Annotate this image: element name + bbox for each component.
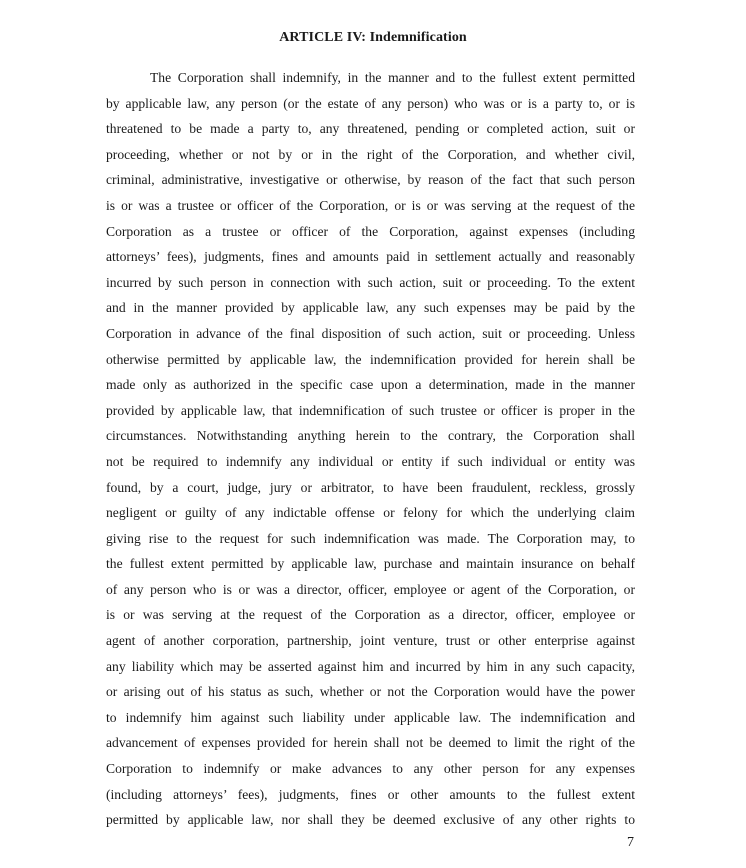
- body-line: proceeding, whether or not by or in the right of the Corporation, and whether civil,: [106, 146, 635, 162]
- body-line: made only as authorized in the specific case upon a determination, made in the manner: [106, 377, 635, 393]
- body-line: and in the manner provided by applicable law, any such expenses may be paid by the: [106, 300, 635, 316]
- body-line: Corporation to indemnify or make advances to any other person for any expenses: [106, 761, 635, 777]
- body-line: by applicable law, any person (or the estate of any person) who was or is a party to, or is: [106, 95, 635, 111]
- body-line: attorneys’ fees), judgments, fines and amounts paid in settlement actually and reasonably: [106, 249, 635, 265]
- body-line: incurred by such person in connection with such action, suit or proceeding. To the extent: [106, 274, 635, 290]
- page-number: 7: [627, 835, 634, 850]
- body-line: advancement of expenses provided for herein shall not be deemed to limit the right of the: [106, 735, 635, 751]
- body-line: found, by a court, judge, jury or arbitrator, to have been fraudulent, reckless, grossly: [106, 479, 635, 495]
- body-line: negligent or guilty of any indictable offense or felony for which the underlying claim: [106, 505, 635, 521]
- body-line: Corporation as a trustee or officer of the Corporation, against expenses (including: [106, 223, 635, 239]
- body-line: circumstances. Notwithstanding anything herein to the contrary, the Corporation shall: [106, 428, 635, 444]
- body-line: giving rise to the request for such indemnification was made. The Corporation may, to: [106, 530, 635, 546]
- body-line: the fullest extent permitted by applicable law, purchase and maintain insurance on behalf: [106, 556, 635, 572]
- body-line: is or was serving at the request of the Corporation as a director, officer, employee or: [106, 607, 635, 623]
- body-line: permitted by applicable law, nor shall they be deemed exclusive of any other rights to: [106, 812, 635, 828]
- body-line: provided by applicable law, that indemnification of such trustee or officer is proper in the: [106, 402, 635, 418]
- body-line: of any person who is or was a director, officer, employee or agent of the Corporation, or: [106, 581, 635, 597]
- article-body: [106, 68, 635, 836]
- body-line: Corporation in advance of the final disposition of such action, suit or proceeding. Unless: [106, 325, 635, 341]
- body-line: otherwise permitted by applicable law, the indemnification provided for herein shall be: [106, 351, 635, 367]
- body-line: The Corporation shall indemnify, in the manner and to the fullest extent permitted: [150, 70, 635, 85]
- body-line: criminal, administrative, investigative or otherwise, by reason of the fact that such person: [106, 172, 635, 188]
- body-line: not be required to indemnify any individual or entity if such individual or entity was: [106, 453, 635, 469]
- body-line: or arising out of his status as such, whether or not the Corporation would have the power: [106, 684, 635, 700]
- body-line: threatened to be made a party to, any threatened, pending or completed action, suit or: [106, 121, 635, 137]
- body-line: agent of another corporation, partnership, joint venture, trust or other enterprise against: [106, 633, 635, 649]
- body-line: any liability which may be asserted against him and incurred by him in any such capacity,: [106, 658, 635, 674]
- body-line: is or was a trustee or officer of the Corporation, or is or was serving at the request of the: [106, 197, 635, 213]
- body-line: (including attorneys’ fees), judgments, fines or other amounts to the fullest extent: [106, 786, 635, 802]
- body-line: to indemnify him against such liability under applicable law. The indemnification and: [106, 709, 635, 725]
- article-heading: ARTICLE IV: Indemnification: [279, 30, 467, 45]
